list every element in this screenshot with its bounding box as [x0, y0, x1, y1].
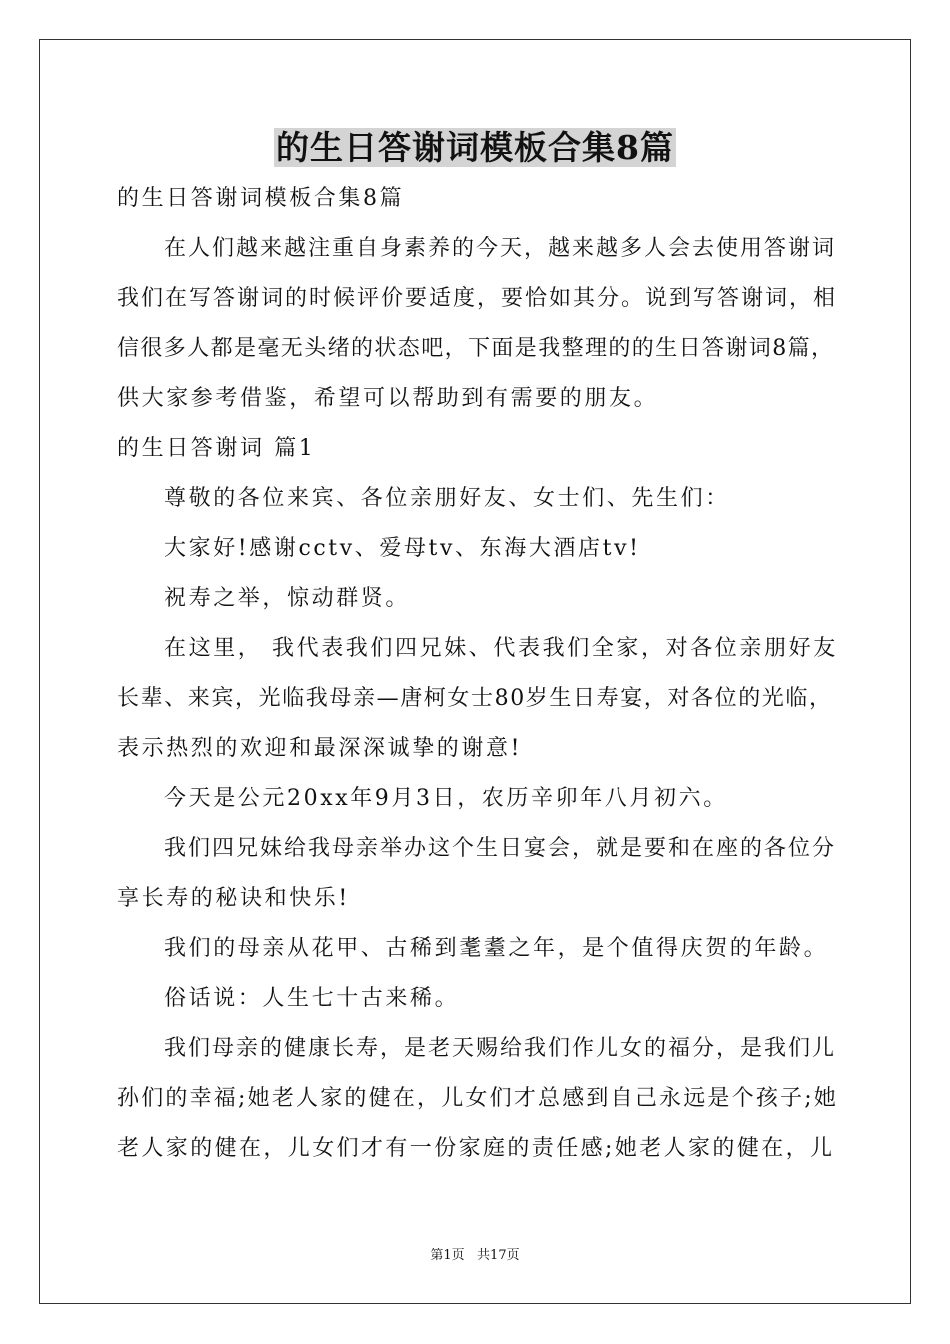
- body-line: 在这里， 我代表我们四兄妹、代表我们全家，对各位亲朋好友: [164, 636, 838, 661]
- body-line: 孙们的幸福;她老人家的健在，儿女们才总感到自己永远是个孩子;她: [117, 1086, 839, 1111]
- document-subtitle: 的生日答谢词模板合集8篇: [117, 186, 405, 211]
- intro-line: 供大家参考借鉴，希望可以帮助到有需要的朋友。: [117, 386, 659, 411]
- body-line: 长辈、来宾，光临我母亲—唐柯女士80岁生日寿宴，对各位的光临，: [117, 686, 833, 711]
- body-line: 我们四兄妹给我母亲举办这个生日宴会，就是要和在座的各位分: [164, 836, 837, 861]
- intro-line: 信很多人都是毫无头绪的状态吧，下面是我整理的的生日答谢词8篇，: [117, 336, 835, 361]
- document-title: [0, 126, 950, 170]
- page-footer: 第1页 共17页: [430, 1248, 520, 1263]
- body-line: 我们母亲的健康长寿，是老天赐给我们作儿女的福分，是我们儿: [164, 1036, 837, 1061]
- body-line: 老人家的健在，儿女们才有一份家庭的责任感;她老人家的健在，儿: [117, 1136, 835, 1161]
- intro-line: 我们在写答谢词的时候评价要适度，要恰如其分。说到写答谢词，相: [117, 286, 838, 311]
- document-title-text: 的生日答谢词模板合集8篇: [276, 128, 674, 167]
- body-line: 俗话说：人生七十古来稀。: [164, 986, 460, 1011]
- body-line: 享长寿的秘诀和快乐!: [117, 886, 350, 911]
- body-line: 大家好!感谢cctv、爱母tv、东海大酒店tv!: [164, 536, 641, 561]
- body-line: 祝寿之举，惊动群贤。: [164, 586, 411, 611]
- body-line: 表示热烈的欢迎和最深深诚挚的谢意!: [117, 736, 523, 761]
- section-heading: 的生日答谢词 篇1: [117, 436, 316, 461]
- body-line: 尊敬的各位来宾、各位亲朋好友、女士们、先生们：: [164, 486, 730, 511]
- body-line: 我们的母亲从花甲、古稀到耄耋之年，是个值得庆贺的年龄。: [164, 936, 829, 961]
- intro-line: 在人们越来越注重自身素养的今天，越来越多人会去使用答谢词: [164, 236, 837, 261]
- page-border: [39, 39, 911, 1304]
- body-line: 今天是公元20xx年9月3日，农历辛卯年八月初六。: [164, 786, 728, 811]
